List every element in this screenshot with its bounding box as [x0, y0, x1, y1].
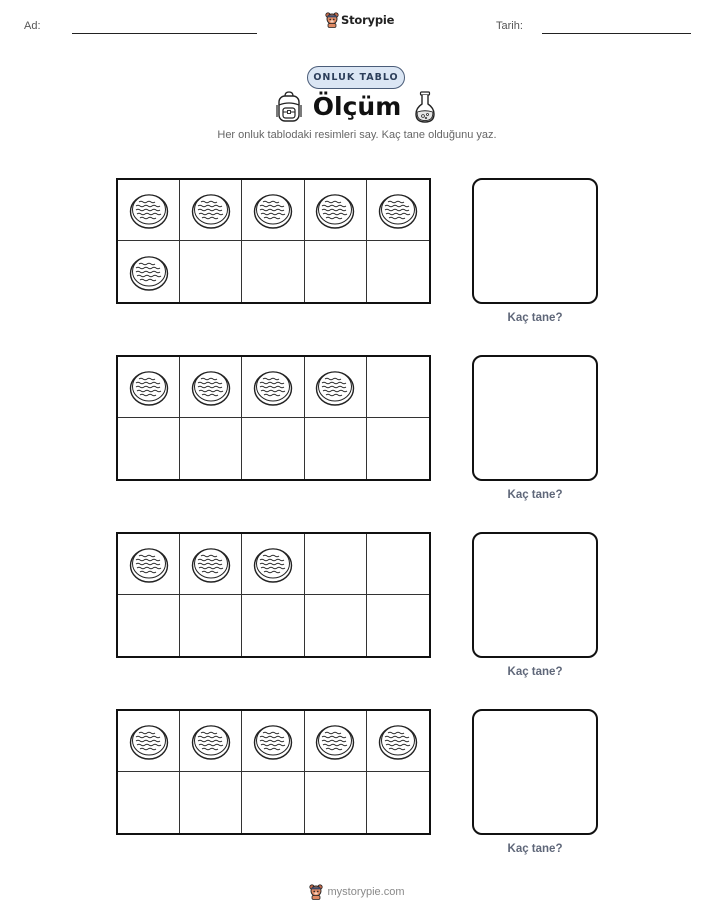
cookie-icon	[253, 545, 293, 583]
ten-frame-3	[116, 532, 431, 658]
frame-cell	[305, 357, 367, 418]
cookie-icon	[129, 253, 169, 291]
page-title: Ölçüm	[312, 92, 402, 121]
frame-cell	[180, 595, 242, 656]
frame-cell	[180, 418, 242, 479]
cookie-icon	[129, 545, 169, 583]
frame-cell	[305, 241, 367, 302]
frame-cell	[367, 357, 429, 418]
bear-mascot-icon	[325, 12, 339, 28]
frame-cell	[180, 241, 242, 302]
frame-cell	[118, 357, 180, 418]
ten-frame-4	[116, 709, 431, 835]
ten-frame-1	[116, 178, 431, 304]
frame-cell	[118, 772, 180, 833]
answer-box-1[interactable]	[472, 178, 598, 304]
frame-cell	[367, 418, 429, 479]
frame-cell	[367, 534, 429, 595]
frame-cell	[305, 772, 367, 833]
frame-cell	[242, 357, 304, 418]
frame-cell	[242, 241, 304, 302]
frame-cell	[180, 357, 242, 418]
cookie-icon	[315, 368, 355, 406]
date-line[interactable]	[542, 33, 691, 34]
answer-label-4: Kaç tane?	[507, 843, 563, 855]
bear-mascot-icon	[309, 884, 323, 900]
cookie-icon	[191, 545, 231, 583]
ten-frame-2	[116, 355, 431, 481]
frame-cell	[118, 711, 180, 772]
frame-cell	[305, 180, 367, 241]
cookie-icon	[315, 191, 355, 229]
name-line[interactable]	[72, 33, 257, 34]
cookie-icon	[191, 722, 231, 760]
frame-cell	[305, 595, 367, 656]
frame-cell	[118, 241, 180, 302]
frame-cell	[305, 418, 367, 479]
frame-cell	[367, 711, 429, 772]
cookie-icon	[253, 722, 293, 760]
frame-cell	[305, 711, 367, 772]
frame-cell	[242, 772, 304, 833]
frame-cell	[367, 772, 429, 833]
frame-cell	[180, 772, 242, 833]
category-badge: ONLUK TABLO	[307, 66, 405, 89]
answer-label-3: Kaç tane?	[507, 666, 563, 678]
frame-cell	[118, 534, 180, 595]
date-label: Tarih:	[496, 20, 523, 32]
answer-label-2: Kaç tane?	[507, 489, 563, 501]
frame-cell	[242, 534, 304, 595]
cookie-icon	[315, 722, 355, 760]
cookie-icon	[253, 191, 293, 229]
frame-cell	[367, 180, 429, 241]
answer-box-3[interactable]	[472, 532, 598, 658]
flask-icon	[414, 91, 436, 123]
cookie-icon	[191, 191, 231, 229]
cookie-icon	[129, 722, 169, 760]
answer-label-1: Kaç tane?	[507, 312, 563, 324]
cookie-icon	[191, 368, 231, 406]
answer-box-2[interactable]	[472, 355, 598, 481]
cookie-icon	[378, 191, 418, 229]
cookie-icon	[253, 368, 293, 406]
frame-cell	[242, 180, 304, 241]
frame-cell	[242, 595, 304, 656]
frame-cell	[367, 595, 429, 656]
frame-cell	[118, 418, 180, 479]
cookie-icon	[129, 368, 169, 406]
frame-cell	[180, 534, 242, 595]
answer-box-4[interactable]	[472, 709, 598, 835]
frame-cell	[118, 595, 180, 656]
frame-cell	[242, 711, 304, 772]
instructions: Her onluk tablodaki resimleri say. Kaç tane olduğunu yaz.	[217, 129, 497, 141]
frame-cell	[180, 711, 242, 772]
frame-cell	[180, 180, 242, 241]
name-label: Ad:	[24, 20, 41, 32]
frame-cell	[305, 534, 367, 595]
frame-cell	[242, 418, 304, 479]
cookie-icon	[129, 191, 169, 229]
footer-url: mystorypie.com	[327, 886, 405, 898]
cookie-icon	[378, 722, 418, 760]
footer	[0, 884, 714, 900]
frame-cell	[367, 241, 429, 302]
frame-cell	[118, 180, 180, 241]
brand-logo	[325, 12, 394, 28]
brand-name: Storypie	[341, 13, 395, 27]
